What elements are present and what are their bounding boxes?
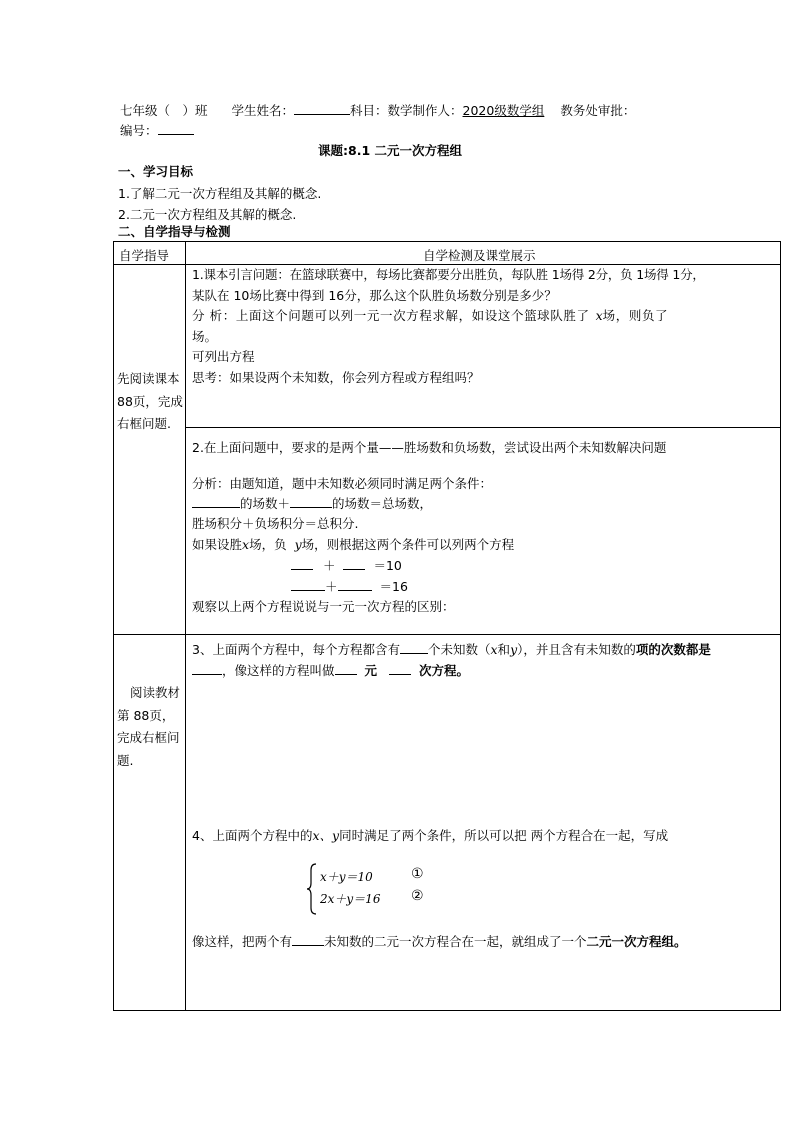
- page-title: 课题:8.1 二元一次方程组: [318, 143, 462, 158]
- q3-line-2: [192, 661, 469, 679]
- q2-line-5: [192, 535, 514, 553]
- q-divider-1: [185, 427, 781, 428]
- subject-label: 科目：数学: [350, 103, 413, 118]
- number-label: 编号：: [120, 123, 158, 138]
- q2-line-8: 观察以上两个方程说说与一元一次方程的区别：: [192, 599, 455, 614]
- number-blank[interactable]: [158, 122, 194, 135]
- q2-line-4: 胜场积分＋负场积分＝总积分.: [192, 516, 359, 531]
- left-brace-icon: [306, 863, 318, 915]
- q4-line-1: [192, 826, 668, 844]
- q2-line-5a: 如果设胜: [192, 537, 243, 552]
- student-name-label: 学生姓名：: [231, 103, 294, 118]
- q4-line-3b: 未知数的二元一次方程合在一起，就组成了一个: [324, 934, 587, 949]
- equation-marker-2: ②: [411, 888, 424, 904]
- student-name-blank[interactable]: [294, 102, 350, 115]
- eq2-blank-a[interactable]: [291, 578, 325, 591]
- q3-line-2a: ，像这样的方程叫做: [222, 663, 335, 678]
- row1-guide: 先阅读课本88页，完成右框问题.: [117, 371, 183, 431]
- q4-blank-1[interactable]: [292, 933, 324, 946]
- eq2-rhs: ＝16: [379, 579, 408, 594]
- q2-line-1: 2.在上面问题中，要求的是两个量——胜场数和负场数，尝试设出两个未知数解决问题: [192, 440, 667, 455]
- q4-line-3c: 二元一次方程组。: [586, 934, 687, 949]
- grade-label: 七年级（ ）班: [120, 103, 208, 118]
- q2-equation-2: [291, 577, 408, 595]
- q4-line-3: [192, 932, 687, 950]
- col-left-header: 自学指导: [119, 248, 170, 263]
- q1-line-3b: 场，则负了: [602, 308, 669, 323]
- row2-guide: 阅读教材第 88页，完成右框问题.: [117, 685, 181, 768]
- table-column-divider: [185, 241, 186, 1011]
- q2-equation-1: [291, 556, 402, 574]
- eq2-plus: ＋: [325, 579, 338, 594]
- q1-line-6: 思考：如果设两个未知数，你会列方程或方程组吗？: [192, 369, 480, 385]
- col-right-header: 自学检测及课堂展示: [423, 248, 536, 263]
- section2-heading: 二、自学指导与检测: [118, 224, 231, 239]
- author-value: 2020级数学组: [462, 103, 545, 118]
- table-border-left: [113, 241, 114, 1011]
- q3-and: 和: [497, 642, 511, 657]
- row-divider: [113, 634, 781, 635]
- q4-line-3a: 像这样，把两个有: [192, 934, 293, 949]
- q3-blank-4[interactable]: [389, 662, 411, 675]
- header-line-1: [120, 101, 635, 119]
- q1-line-4: 场。: [192, 328, 218, 344]
- q3-line-1c: ），并且含有未知数的: [517, 642, 636, 657]
- eq1-blank-a[interactable]: [291, 557, 313, 570]
- var-y: y: [510, 642, 518, 657]
- table-border-bottom: [113, 1010, 781, 1011]
- q1-line-5: 可列出方程: [192, 349, 255, 364]
- q1-line-3: [192, 306, 780, 327]
- q2-line-5b: 场，负: [249, 537, 287, 552]
- q3-blank-3[interactable]: [335, 662, 357, 675]
- q3-line-2b: 元: [364, 663, 378, 678]
- q2-line-3: [192, 494, 432, 512]
- system-equation-1: x＋y＝10: [320, 870, 373, 884]
- q3-line-1: [192, 640, 711, 658]
- q1-line-2: 某队在 10场比赛中得到 16分，那么这个队胜负场数分别是多少？: [192, 287, 557, 303]
- q3-line-1d: 项的次数都是: [635, 642, 711, 657]
- q1-line-1: 1.课本引言问题：在篮球联赛中，每场比赛都要分出胜负，每队胜 1场得 2分，负 1场得 1分，: [192, 267, 705, 282]
- q3-line-1a: 3、上面两个方程中，每个方程都含有: [192, 642, 400, 657]
- equation-marker-1: ①: [411, 866, 424, 882]
- author-label: 制作人：: [412, 103, 463, 118]
- eq1-rhs: ＝10: [373, 558, 402, 573]
- eq2-blank-b[interactable]: [338, 578, 372, 591]
- q2-line-2: 分析：由题知道，题中未知数必须同时满足两个条件：: [192, 476, 493, 491]
- eq1-blank-b[interactable]: [343, 557, 365, 570]
- q2-line-3a: 的场数＋: [240, 496, 291, 511]
- objective-1: 1.了解二元一次方程组及其解的概念.: [118, 186, 322, 201]
- q3-blank-1[interactable]: [400, 641, 428, 654]
- eq1-plus: ＋: [322, 558, 336, 573]
- q2-blank-1[interactable]: [192, 495, 240, 508]
- system-equation-2: 2x＋y＝16: [320, 892, 381, 906]
- objective-2: 2.二元一次方程组及其解的概念.: [118, 207, 297, 222]
- section1-heading: 一、学习目标: [118, 164, 194, 179]
- q2-line-3b: 的场数＝总场数，: [332, 496, 433, 511]
- q2-line-5c: 场，则根据这两个条件可以列两个方程: [301, 537, 515, 552]
- q1-line-3a: 分 析：上面这个问题可以列一元一次方程求解，如设这个篮球队胜了: [192, 308, 590, 323]
- approval-label: 教务处审批：: [560, 103, 636, 118]
- q3-line-1b: 个未知数（: [427, 642, 491, 657]
- var-y: y: [294, 537, 302, 552]
- var-x: x: [595, 308, 603, 323]
- question-1: [192, 265, 780, 388]
- table-border-top: [113, 241, 781, 242]
- q4-line-1a: 4、上面两个方程中的: [192, 828, 313, 843]
- q3-blank-2[interactable]: [192, 662, 222, 675]
- q4-line-1b: 同时满足了两个条件，所以可以把 两个方程合在一起，写成: [339, 828, 669, 843]
- header-line-2: [120, 121, 194, 139]
- var-x: x: [242, 537, 250, 552]
- q3-line-2c: 次方程。: [418, 663, 469, 678]
- table-border-right: [780, 241, 781, 1011]
- var-x: x: [490, 642, 498, 657]
- q2-blank-2[interactable]: [290, 495, 332, 508]
- var-xy: x、y: [312, 828, 340, 843]
